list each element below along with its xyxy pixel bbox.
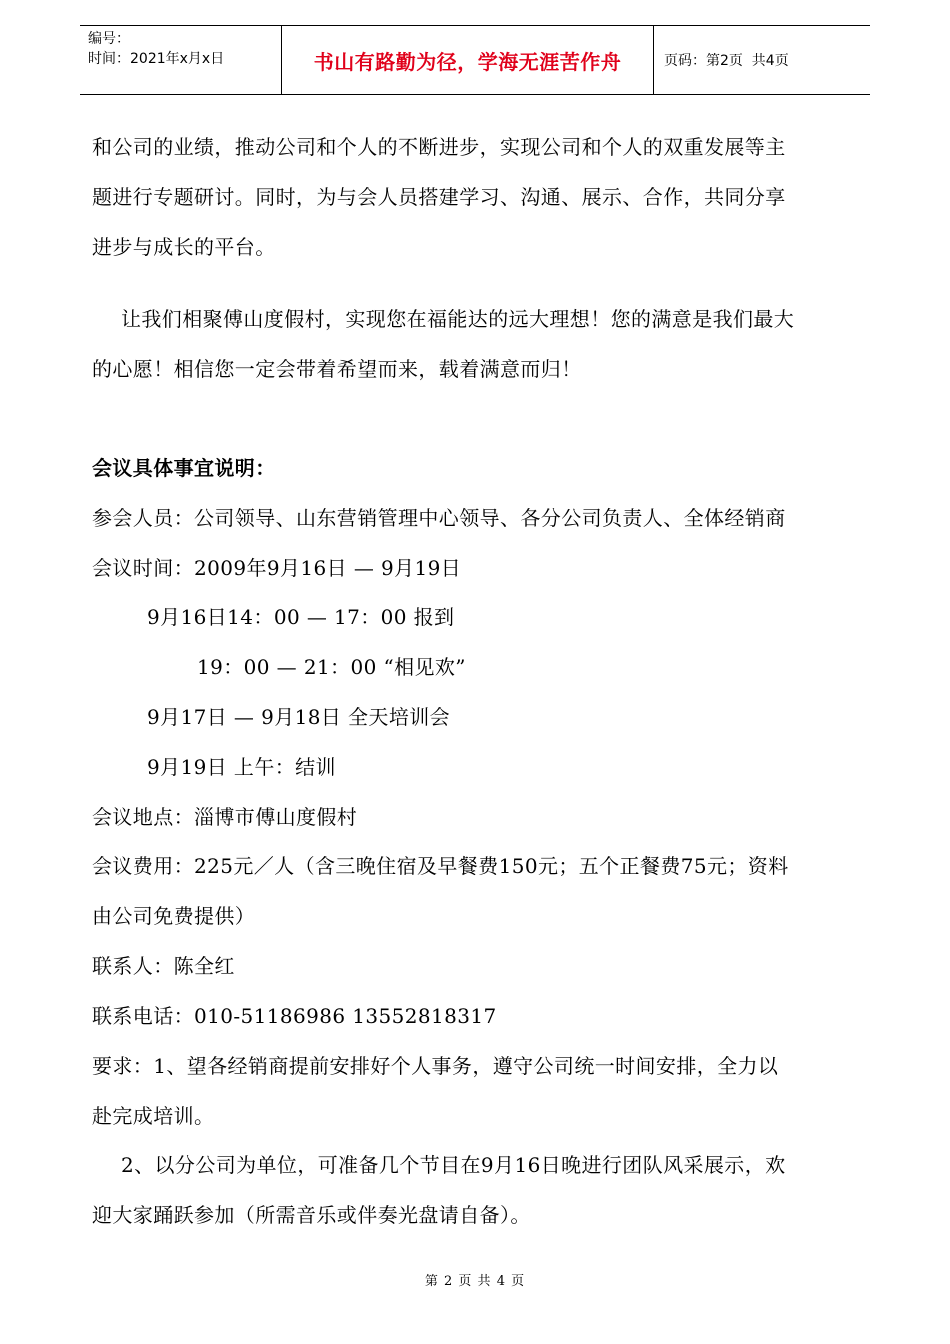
paragraph-line: 让我们相聚傅山度假村，实现您在福能达的远大理想！您的满意是我们最大	[121, 307, 795, 331]
schedule-item: 9月19日 上午：结训	[147, 755, 336, 779]
phone-line: 联系电话：010-51186986 13552818317	[92, 1004, 497, 1028]
page-label: 页码：第2页 共4页	[664, 53, 789, 69]
page-footer: 第 2 页 共 4 页	[424, 1274, 526, 1289]
page-header	[80, 25, 870, 95]
paragraph-line: 的心愿！相信您一定会带着希望而来，载着满意而归！	[92, 357, 582, 381]
paragraph-line: 题进行专题研讨。同时，为与会人员搭建学习、沟通、展示、合作，共同分享	[92, 185, 786, 209]
paragraph-line: 进步与成长的平台。	[92, 235, 276, 259]
fee-line: 由公司免费提供）	[92, 904, 256, 928]
schedule-item: 19：00 — 21：00 “相见欢”	[197, 655, 466, 679]
schedule-item: 9月17日 — 9月18日 全天培训会	[147, 705, 451, 729]
header-page-number	[654, 26, 870, 94]
requirement-line: 迎大家踊跃参加（所需音乐或伴奏光盘请自备）。	[92, 1203, 531, 1227]
section-title: 会议具体事宜说明：	[92, 456, 276, 480]
paragraph-line: 和公司的业绩，推动公司和个人的不断进步，实现公司和个人的双重发展等主	[92, 135, 786, 159]
header-motto: 书山有路勤为径，学海无涯苦作舟	[282, 26, 654, 94]
schedule-item: 9月16日14：00 — 17：00 报到	[147, 605, 455, 629]
fee-line: 会议费用：225元／人（含三晚住宿及早餐费150元；五个正餐费75元；资料	[92, 854, 789, 878]
meeting-time-line: 会议时间：2009年9月16日 — 9月19日	[92, 556, 462, 580]
requirement-line: 要求：1、望各经销商提前安排好个人事务，遵守公司统一时间安排，全力以	[92, 1054, 779, 1078]
requirement-line: 赴完成培训。	[92, 1104, 215, 1128]
requirement-line: 2、以分公司为单位，可准备几个节目在9月16日晚进行团队风采展示，欢	[121, 1153, 786, 1177]
time-label: 时间：2021年x月x日	[88, 51, 225, 67]
header-meta	[80, 26, 282, 94]
contact-line: 联系人：陈全红	[92, 954, 235, 978]
location-line: 会议地点：淄博市傅山度假村	[92, 805, 358, 829]
attendees-line: 参会人员：公司领导、山东营销管理中心领导、各分公司负责人、全体经销商	[92, 506, 786, 530]
code-label: 编号：	[88, 31, 130, 47]
